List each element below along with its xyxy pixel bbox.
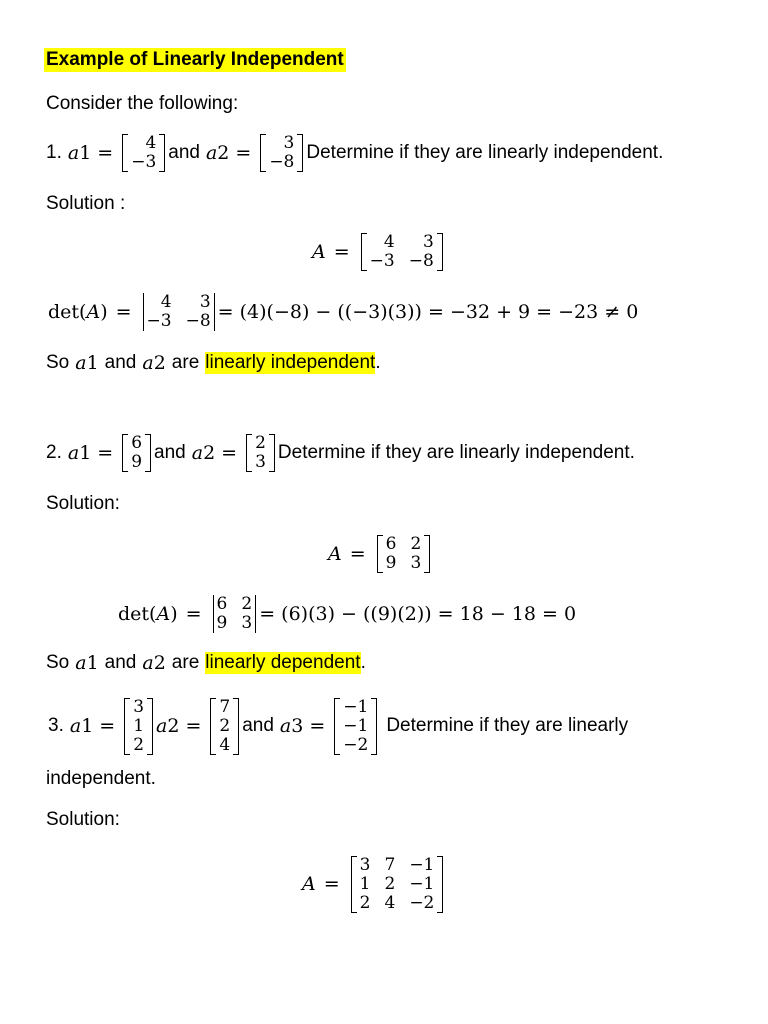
page-title: Example of Linearly Independent [46, 49, 344, 70]
ex2-number: 2. [46, 442, 62, 463]
ex1-conclusion: So a 1 and a 2 are linearly independent . [46, 352, 381, 374]
ex3-prompt-continued: independent. [46, 768, 156, 789]
ex3-vector-a1: 3 1 2 [124, 698, 153, 755]
ex1-result-highlight: linearly independent [205, 352, 376, 373]
ex1-vector-a2: 3 −8 [260, 134, 303, 172]
ex2-conclusion: So a 1 and a 2 are linearly dependent . [46, 652, 366, 674]
ex2-statement: 2. a 1 = 6 9 and a 2 = 2 3 Determine if they are linearly independent. [46, 433, 635, 472]
ex1-det-expansion: = (4)(−8) − ((−3)(3)) = −32 + 9 = −23 ≠ 0 [217, 301, 639, 323]
ex2-determinant: det( A ) = 6 2 9 3 = (6)(3) − ((9)(2)) = 18 − 18 = 0 [118, 594, 577, 633]
ex3-number: 3. [48, 715, 64, 736]
ex3-solution-label: Solution: [46, 809, 120, 830]
ex2-result-highlight: linearly dependent [205, 652, 361, 673]
ex3-matrix-A: A = 3 7 −1 1 2 −1 2 4 −2 [302, 846, 446, 922]
ex1-solution-label: Solution : [46, 193, 126, 214]
ex2-vector-a2: 2 3 [246, 434, 275, 472]
ex1-statement: 1. a 1 = 4 −3 and a 2 = 3 −8 Determine if they are linearly independent. [46, 133, 664, 172]
ex1-determinant: det( A ) = 4 3 −3 −8 = (4)(−8) − ((−3)(3)) = −32 + 9 = −23 ≠ 0 [48, 292, 639, 331]
ex3-statement: 3. a 1 = 3 1 2 a 2 = 7 2 4 and a 3 = −1 −1 −2 Determine if they are linearly [48, 696, 629, 755]
ex1-matrix-A: A = 4 3 −3 −8 [312, 228, 446, 276]
ex1-vector-a1: 4 −3 [122, 134, 165, 172]
ex1-number: 1. [46, 142, 62, 163]
ex2-matrix-A: A = 6 2 9 3 [328, 530, 433, 578]
ex3-vector-a2: 7 2 4 [210, 698, 239, 755]
ex1-prompt: Determine if they are linearly independent. [306, 142, 664, 163]
ex2-det-expansion: = (6)(3) − ((9)(2)) = 18 − 18 = 0 [259, 603, 577, 625]
ex2-vector-a1: 6 9 [122, 434, 151, 472]
ex2-prompt: Determine if they are linearly independent. [277, 442, 635, 463]
intro-text: Consider the following: [46, 93, 239, 114]
ex3-vector-a3: −1 −1 −2 [334, 698, 377, 755]
ex2-solution-label: Solution: [46, 493, 120, 514]
ex3-prompt: Determine if they are linearly [386, 715, 629, 736]
